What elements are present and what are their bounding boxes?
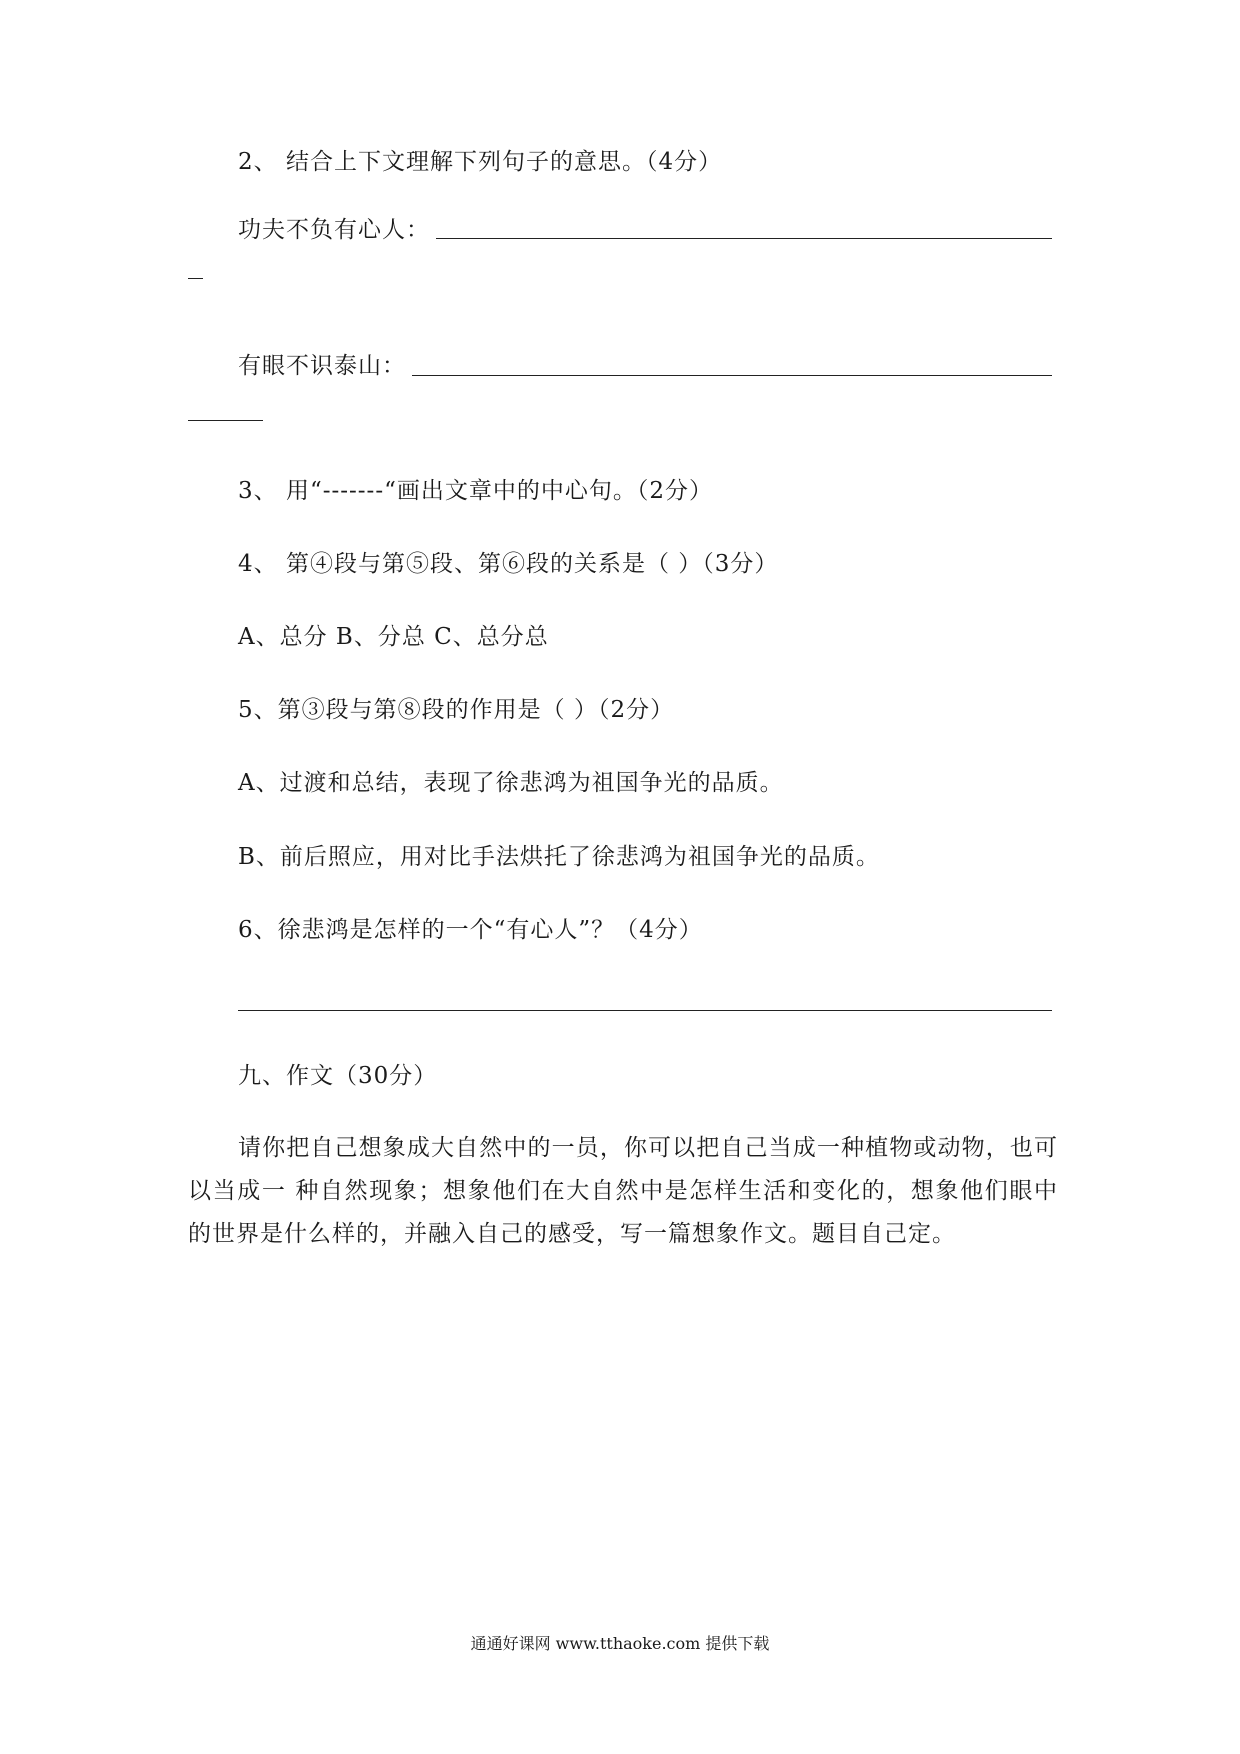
- question-6-prompt: 6、徐悲鸿是怎样的一个“有心人”？（4分）: [238, 917, 703, 943]
- section-9-heading: 九、作文（30分）: [238, 1063, 438, 1089]
- question-2-item-1-label: 功夫不负有心人：: [238, 217, 430, 243]
- question-4-prompt: 4、 第④段与第⑤段、第⑥段的关系是（ ）（3分）: [238, 551, 779, 577]
- section-9-instructions: 请你把自己想象成大自然中的一员，你可以把自己当成一种植物或动物，也可以当成一 种自然现象；想象他们在大自然中是怎样生活和变化的，想象他们眼中的世界是什么样的，并融入自己的感受，写一篇想象作文。题目自己定。: [188, 1135, 1058, 1247]
- question-5-option-a: A、过渡和总结，表现了徐悲鸿为祖国争光的品质。: [238, 770, 784, 796]
- question-5-prompt: 5、第③段与第⑧段的作用是（ ）（2分）: [238, 697, 675, 723]
- question-2-item-2-answer-blank[interactable]: [412, 375, 1052, 376]
- question-3-prompt: 3、 用“-------“画出文章中的中心句。（2分）: [238, 478, 713, 504]
- question-2-item-2-answer-blank-continuation[interactable]: [188, 420, 263, 421]
- question-2-item-2-label: 有眼不识泰山：: [238, 353, 406, 379]
- question-6-answer-blank[interactable]: [238, 1010, 1052, 1011]
- page-footer: 通通好课网 www.tthaoke.com 提供下载: [470, 1634, 770, 1653]
- question-2-prompt: 2、 结合上下文理解下列句子的意思。（4分）: [238, 149, 723, 175]
- question-5-option-b: B、前后照应，用对比手法烘托了徐悲鸿为祖国争光的品质。: [238, 844, 880, 870]
- question-4-options: A、总分 B、分总 C、总分总: [238, 624, 549, 650]
- question-2-item-1-answer-blank-continuation[interactable]: [188, 278, 203, 279]
- question-2-item-1-answer-blank[interactable]: [436, 238, 1052, 239]
